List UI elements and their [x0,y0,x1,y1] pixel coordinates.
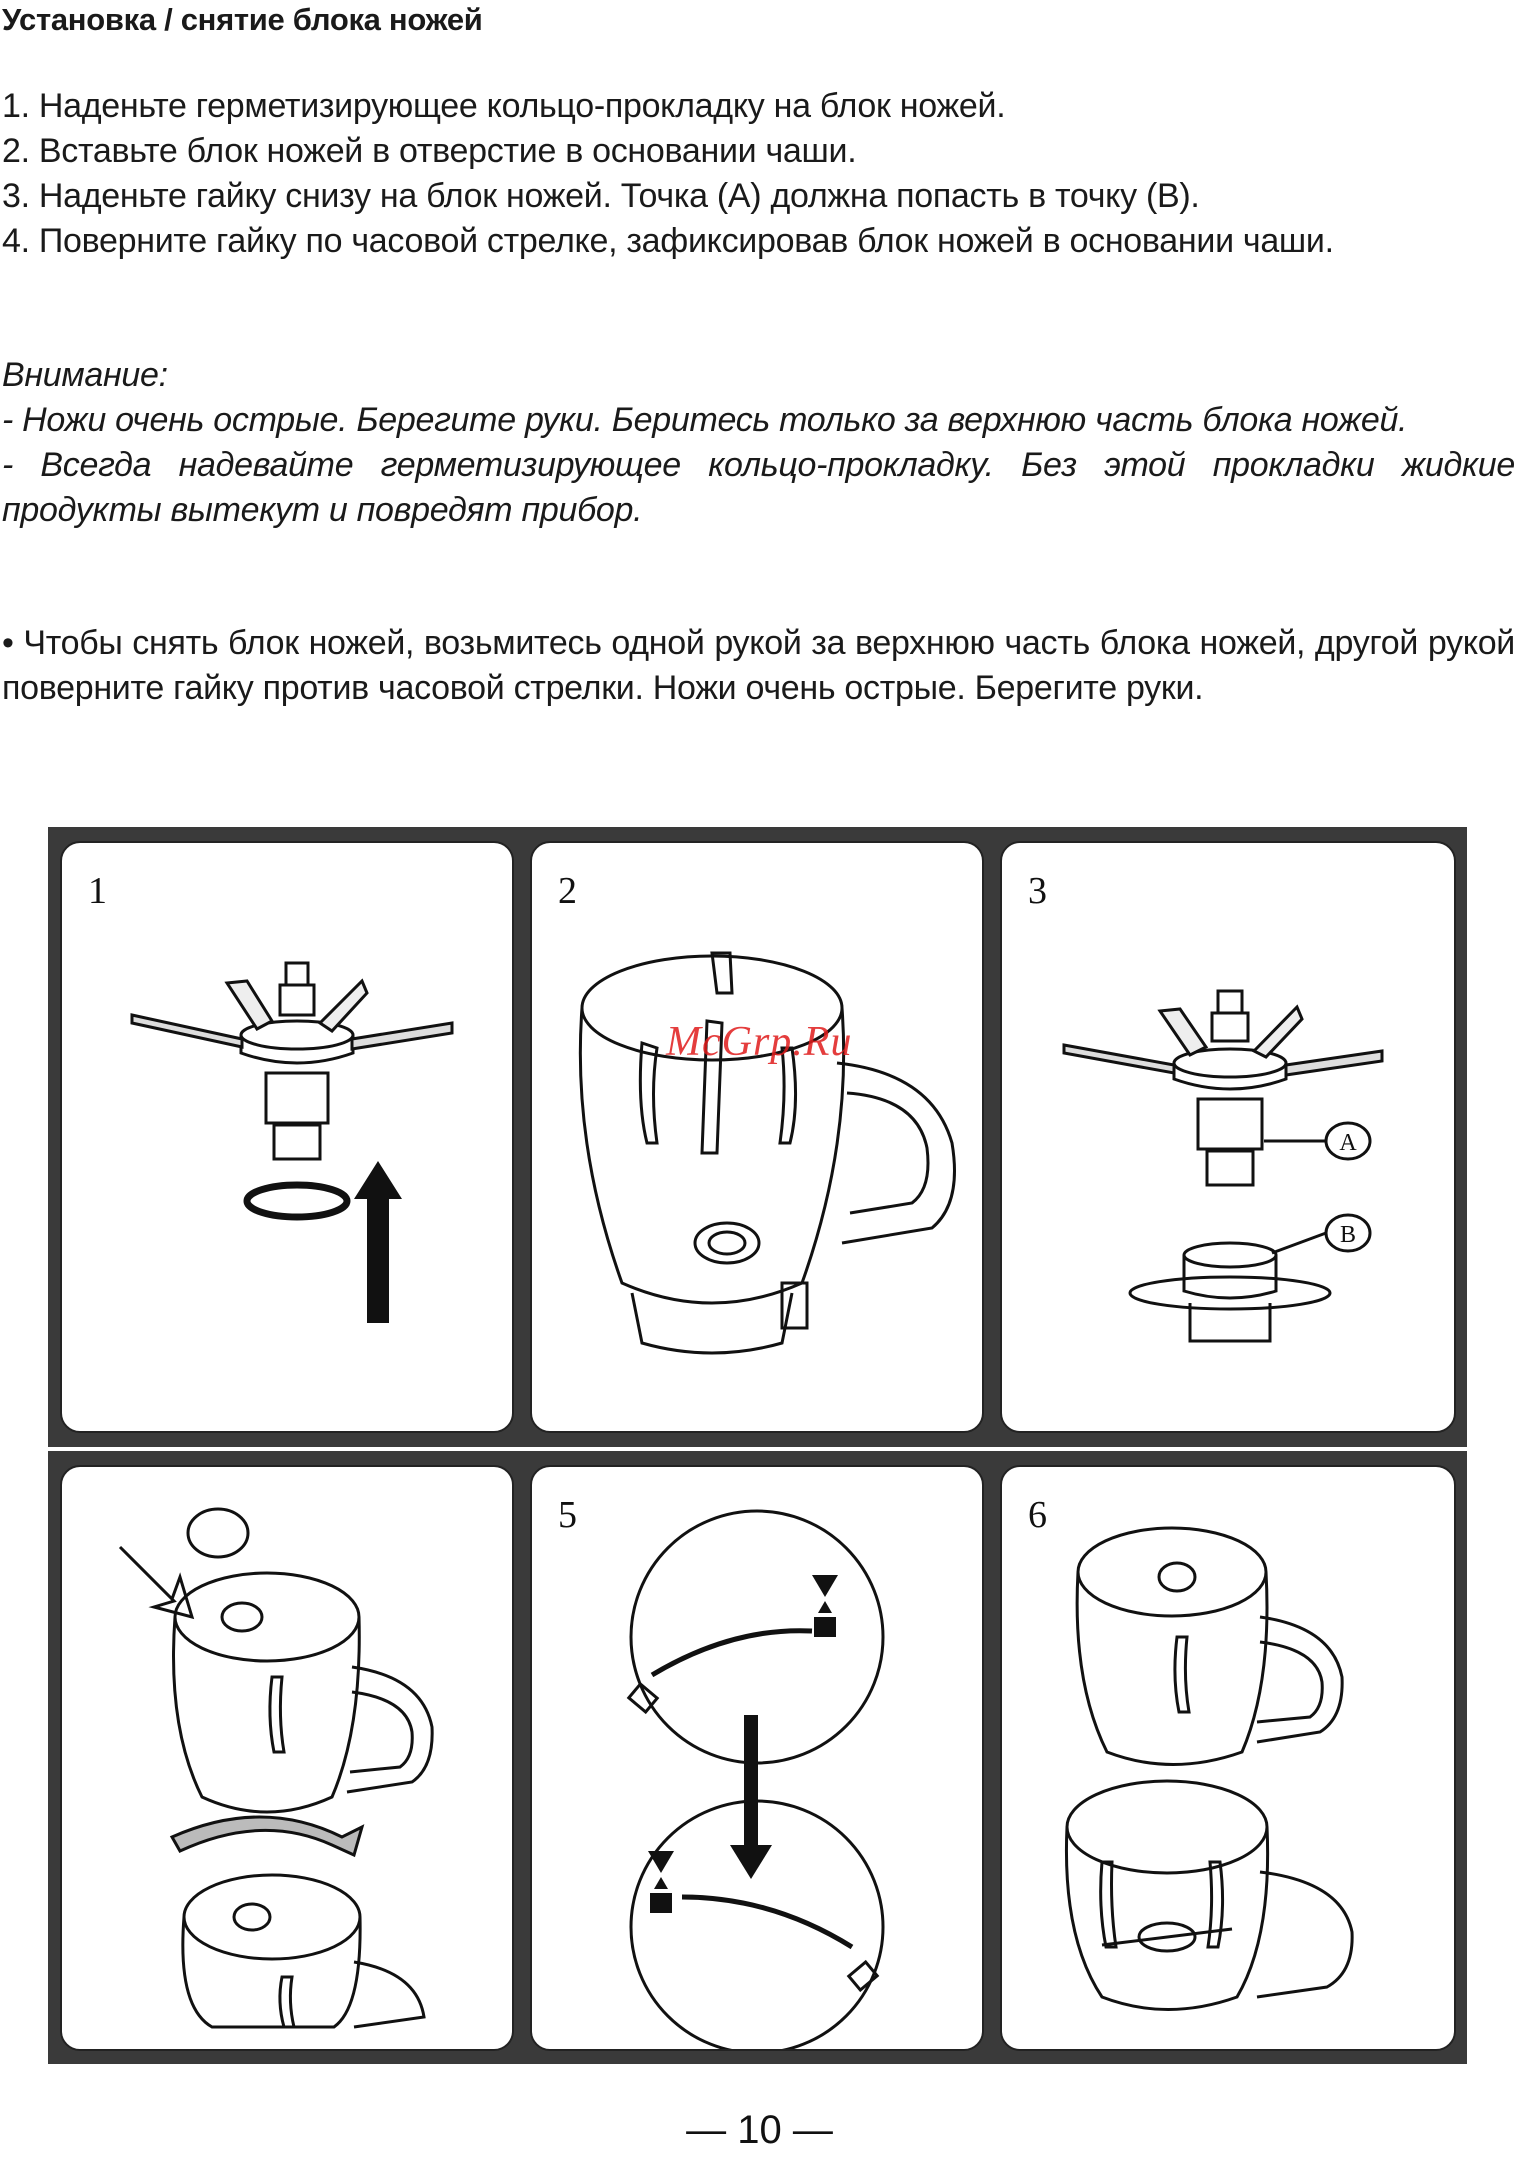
illustration-panel-1 [60,841,514,1433]
lock-rotation-illustration [532,1467,982,2049]
illustration-panel-3 [1000,841,1456,1433]
illustration-row-1 [48,827,1467,1447]
panel-number: 2 [558,870,577,912]
blade-nut-alignment-illustration [1002,843,1454,1431]
panel-number: 6 [1028,1494,1047,1536]
page-number: — 10 — [686,2108,833,2152]
watermark: McGrp.Ru [666,1019,853,1065]
blade-and-seal-illustration [62,843,512,1431]
illustration-row-2 [48,1451,1467,2064]
warning-block [2,353,1515,533]
point-a-label: A [1339,1130,1357,1156]
warning-item-1: - Ножи очень острые. Берегите руки. Беритесь только за верхнюю часть блока ножей. [2,401,1408,439]
nut-attach-and-rotate-illustration [62,1467,512,2049]
installation-steps [2,84,1515,264]
illustration-panel-4 [60,1465,514,2051]
illustration-panel-6 [1000,1465,1456,2051]
step-4: 4. Поверните гайку по часовой стрелке, зафиксировав блок ножей в основании чаши. [2,222,1334,260]
warning-item-2: - Всегда надевайте герметизирующее кольцо-прокладку. Без этой прокладки жидкие продукты вытекут и повредят прибор. [2,446,1515,529]
jar-with-blade-illustration [532,843,982,1431]
panel-number: 3 [1028,870,1047,912]
removal-instructions: • Чтобы снять блок ножей, возьмитесь одной рукой за верхнюю часть блока ножей, другой рукой поверните гайку против часовой стрелки. Ножи очень острые. Берегите руки. [2,624,1515,707]
step-1: 1. Наденьте герметизирующее кольцо-прокладку на блок ножей. [2,87,1006,125]
panel-number: 1 [88,870,107,912]
step-2: 2. Вставьте блок ножей в отверстие в основании чаши. [2,132,857,170]
assembled-jar-illustration [1002,1467,1454,2049]
step-3: 3. Наденьте гайку снизу на блок ножей. Точка (А) должна попасть в точку (В). [2,177,1200,215]
illustration-panel-5 [530,1465,984,2051]
point-b-label: B [1339,1222,1357,1248]
illustration-panel-2 [530,841,984,1433]
page-title: Установка / снятие блока ножей [2,2,483,37]
panel-number: 5 [558,1494,577,1536]
warning-heading: Внимание: [2,356,168,394]
